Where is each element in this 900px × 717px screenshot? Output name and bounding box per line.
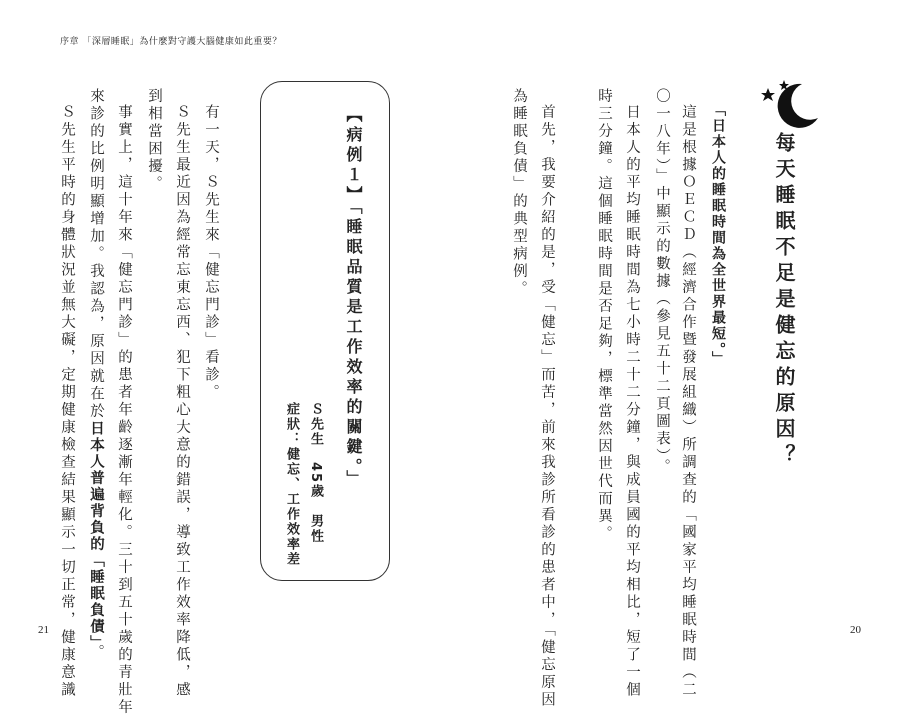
body-line: 到相當困擾。 [146,88,162,193]
body-line: 這是根據ＯＥＣＤ（經濟合作暨發展組織）所調查的「國家平均睡眠時間（二 [680,104,696,699]
emphasis-text: 日本人普遍背負的「睡眠負債」 [88,420,104,645]
body-line: Ｓ先生最近因為經常忘東忘西、犯下粗心大意的錯誤，導致工作效率降低，感 [174,104,190,699]
body-line [85,88,107,662]
body-text: 。 [88,644,104,662]
body-line: 事實上，這十年來「健忘門診」的患者年齡逐漸年輕化。三十到五十歲的青壯年 [116,104,132,717]
body-line: 有一天，Ｓ先生來「健忘門診」看診。 [203,104,219,402]
body-line: 時三分鐘。這個睡眠時間是否足夠，標準當然因世代而異。 [596,88,612,543]
case-symptom: 症狀：健忘、工作效率差 [284,402,299,567]
body-line: 為睡眠負債」的典型病例。 [511,88,527,298]
section-title: 每天睡眠不足是健忘的原因？ [772,132,796,470]
moon-stars-icon [758,78,822,134]
running-header: 序章 「深層睡眠」為什麼對守護大腦健康如此重要？ [60,37,282,47]
case-box [260,81,390,581]
page-number-left: 21 [38,624,49,636]
subheading: 「日本人的睡眠時間為全世界最短。」 [710,102,726,367]
body-line: 〇一八年）」中顯示的數據（參見五十二頁圖表）。 [654,88,670,476]
body-line: 日本人的平均睡眠時間為七小時二十二分鐘，與成員國的平均相比，短了一個 [624,104,640,699]
body-line: Ｓ先生平時的身體狀況並無大礙，定期健康檢查結果顯示一切正常，健康意識 [59,104,75,699]
case-patient: Ｓ先生 45歲 男性 [308,402,323,545]
body-text: 來診的比例明顯增加。我認為，原因就在於 [88,88,104,421]
body-line: 首先，我要介紹的是，受「健忘」而苦，前來我診所看診的患者中，「健忘原因 [539,104,555,710]
case-heading: 【病例１】「睡眠品質是工作效率的關鍵。」 [344,106,363,490]
page-number-right: 20 [850,624,861,636]
